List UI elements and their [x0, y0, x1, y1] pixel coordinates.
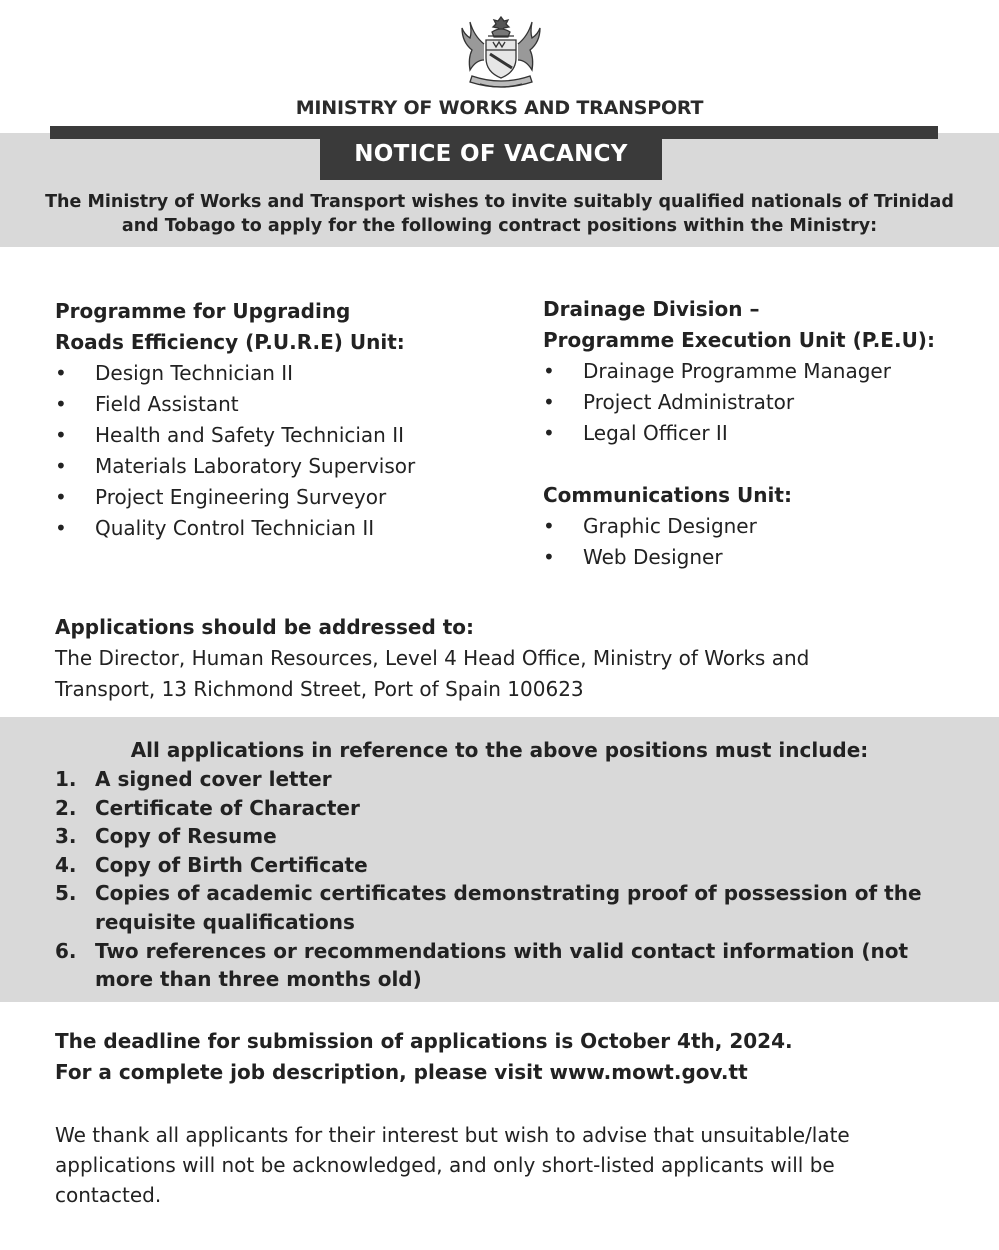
requirements-title: All applications in reference to the above positions must include:	[130, 738, 869, 762]
spacer	[543, 449, 983, 480]
coat-of-arms-icon	[460, 14, 542, 90]
item-text: Copy of Resume	[95, 824, 277, 849]
item-text: Certificate of Character	[95, 795, 360, 820]
item-number: 1.	[55, 767, 77, 791]
list-item	[543, 542, 983, 573]
drainage-heading-line2: Programme Execution Unit (P.E.U):	[543, 328, 935, 352]
thanks-text: We thank all applicants for their interest but wish to advise that unsuitable/late applications will not be acknowledged, and only short-listed applicants will be contacted.	[55, 1123, 850, 1207]
bullet: •	[55, 423, 67, 447]
position-label: Web Designer	[583, 545, 723, 569]
list-item	[55, 389, 495, 420]
item-number: 6.	[55, 938, 77, 963]
list-item	[55, 851, 925, 880]
list-item	[543, 418, 983, 449]
position-label: Materials Laboratory Supervisor	[95, 454, 416, 478]
communications-heading: Communications Unit:	[543, 483, 792, 507]
bullet: •	[543, 545, 555, 569]
list-item	[55, 765, 925, 794]
position-label: Project Administrator	[583, 390, 795, 414]
requirements-list	[55, 765, 925, 994]
list-item	[55, 937, 925, 994]
list-item	[55, 358, 495, 389]
item-text: Copy of Birth Certificate	[95, 852, 368, 877]
pure-unit-section	[55, 296, 495, 544]
position-label: Quality Control Technician II	[95, 516, 375, 540]
item-text: Copies of academic certificates demonstrating proof of possession of the requisite qualifications	[95, 881, 922, 934]
item-text: Two references or recommendations with valid contact information (not more than three months old)	[95, 938, 909, 992]
pure-heading-line2: Roads Efficiency (P.U.R.E) Unit:	[55, 330, 405, 354]
list-item	[543, 356, 983, 387]
address-line2: Transport, 13 Richmond Street, Port of Spain 100623	[55, 677, 584, 701]
position-label: Field Assistant	[95, 392, 239, 416]
bullet: •	[55, 485, 67, 509]
bullet: •	[55, 516, 67, 540]
position-label: Project Engineering Surveyor	[95, 485, 387, 509]
drainage-positions-list	[543, 356, 983, 449]
list-item	[543, 511, 983, 542]
list-item	[55, 420, 495, 451]
item-number: 3.	[55, 824, 77, 849]
list-item	[55, 482, 495, 513]
list-item	[55, 794, 925, 823]
list-item	[55, 513, 495, 544]
position-label: Legal Officer II	[583, 421, 728, 445]
deadline-text: The deadline for submission of applications is October 4th, 2024.	[55, 1029, 793, 1053]
bullet: •	[543, 421, 555, 445]
item-text: A signed cover letter	[95, 767, 332, 791]
address-line1: The Director, Human Resources, Level 4 Head Office, Ministry of Works and	[55, 646, 810, 670]
bullet: •	[543, 359, 555, 383]
bullet: •	[543, 390, 555, 414]
position-label: Drainage Programme Manager	[583, 359, 891, 383]
address-section	[55, 612, 955, 705]
bullet: •	[55, 392, 67, 416]
drainage-heading-line1: Drainage Division –	[543, 297, 760, 321]
item-number: 4.	[55, 852, 77, 877]
position-label: Design Technician II	[95, 361, 294, 385]
position-label: Health and Safety Technician II	[95, 423, 405, 447]
bullet: •	[55, 361, 67, 385]
item-number: 2.	[55, 795, 77, 820]
job-description-text: For a complete job description, please visit www.mowt.gov.tt	[55, 1060, 748, 1084]
bullet: •	[55, 454, 67, 478]
pure-heading-line1: Programme for Upgrading	[55, 299, 351, 323]
ministry-title: MINISTRY OF WORKS AND TRANSPORT	[295, 97, 704, 119]
position-label: Graphic Designer	[583, 514, 757, 538]
deadline-section	[55, 1026, 955, 1088]
address-heading: Applications should be addressed to:	[55, 615, 475, 639]
list-item	[543, 387, 983, 418]
notice-title: NOTICE OF VACANCY	[320, 133, 662, 180]
list-item	[55, 451, 495, 482]
list-item	[55, 879, 925, 936]
pure-positions-list	[55, 358, 495, 544]
intro-text: The Ministry of Works and Transport wishes to invite suitably qualified nationals of Trinidad and Tobago to apply for the following contract positions within the Ministry:	[45, 192, 954, 236]
communications-positions-list	[543, 511, 983, 573]
bullet: •	[543, 514, 555, 538]
drainage-and-communications-section	[543, 294, 983, 573]
list-item	[55, 822, 925, 851]
item-number: 5.	[55, 881, 77, 906]
